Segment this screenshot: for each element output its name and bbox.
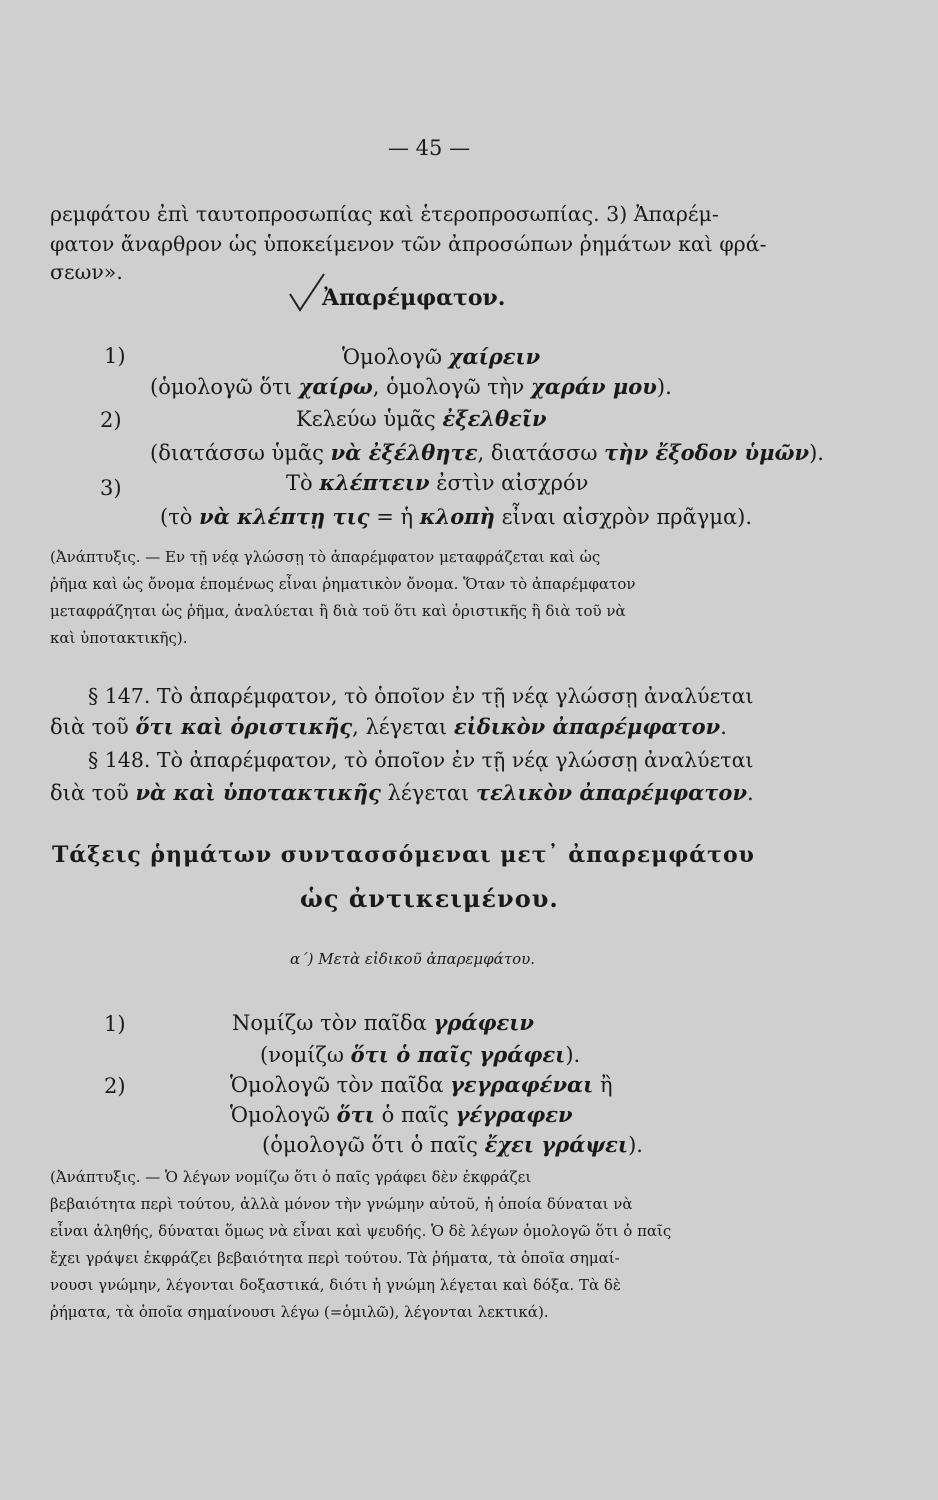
example-1-line-a: Ὁμολογῶ χαίρειν	[342, 344, 541, 369]
note-2-line-1: (Ἀνάπτυξις. — Ὁ λέγων νομίζω ὅτι ὁ παῖς γράφει δὲν ἐκφράζει	[50, 1168, 532, 1186]
note-2-line-3: εἶναι ἀληθής, δύναται ὅμως νὰ εἶναι καὶ ψευδής. Ὁ δὲ λέγων ὁμολογῶ ὅτι ὁ παῖς	[50, 1222, 672, 1240]
intro-line-3: σεων».	[50, 260, 123, 284]
page-number: — 45 —	[388, 136, 471, 160]
example-2-number-1: 1)	[104, 1012, 126, 1036]
example-number-1: 1)	[104, 344, 126, 368]
example-2-line-b: (διατάσσω ὑμᾶς νὰ ἐξέλθητε, διατάσσω τὴν ἔξοδον ὑμῶν).	[150, 440, 824, 465]
section-title-line-1: Τάξεις ῥημάτων συντασσόμεναι μετ᾽ ἀπαρεμφάτου	[52, 842, 755, 868]
heading-infinitive: Ἀπαρέμφατον.	[322, 285, 506, 311]
example-2-number-2: 2)	[104, 1074, 126, 1098]
paragraph-147-line-2: διὰ τοῦ ὅτι καὶ ὁριστικῆς, λέγεται εἰδικὸν ἀπαρέμφατον.	[50, 714, 727, 739]
example-2-line-a: Κελεύω ὑμᾶς ἐξελθεῖν	[296, 406, 547, 431]
intro-line-1: ρεμφάτου ἐπὶ ταυτοπροσωπίας καὶ ἑτεροπροσωπίας. 3) Ἀπαρέμ-	[50, 202, 719, 226]
note-1-line-1: (Ἀνάπτυξις. — Εν τῇ νέᾳ γλώσσῃ τὸ ἀπαρέμφατον μεταφράζεται καὶ ὡς	[50, 548, 601, 566]
note-1-line-2: ῥῆμα καὶ ὡς ὄνομα ἑπομένως εἶναι ῥηματικὸν ὄνομα. Ὅταν τὸ ἀπαρέμφατον	[50, 575, 636, 593]
paragraph-147-line-1: § 147. Τὸ ἀπαρέμφατον, τὸ ὁποῖον ἐν τῇ νέᾳ γλώσσῃ ἀναλύεται	[88, 684, 754, 708]
example-3-line-a: Τὸ κλέπτειν ἐστὶν αἰσχρόν	[286, 470, 589, 495]
example-number-3: 3)	[100, 476, 122, 500]
example-2-1-line-b: (νομίζω ὅτι ὁ παῖς γράφει).	[260, 1042, 581, 1067]
example-2-1-line-a: Νομίζω τὸν παῖδα γράφειν	[232, 1010, 534, 1035]
paragraph-148-line-2: διὰ τοῦ νὰ καὶ ὑποτακτικῆς λέγεται τελικὸν ἀπαρέμφατον.	[50, 780, 754, 805]
example-3-line-b: (τὸ νὰ κλέπτῃ τις = ἡ κλοπὴ εἶναι αἰσχρὸν πρᾶγμα).	[160, 504, 753, 529]
note-2-line-4: ἔχει γράψει ἐκφράζει βεβαιότητα περὶ τούτου. Τὰ ῥήματα, τὰ ὁποῖα σημαί-	[50, 1249, 620, 1267]
example-number-2: 2)	[100, 408, 122, 432]
example-2-2-line-c: (ὁμολογῶ ὅτι ὁ παῖς ἔχει γράψει).	[262, 1132, 643, 1157]
note-2-line-6: ῥήματα, τὰ ὁποῖα σημαίνουσι λέγω (=ὁμιλῶ), λέγονται λεκτικά).	[50, 1303, 549, 1321]
example-1-line-b: (ὁμολογῶ ὅτι χαίρω, ὁμολογῶ τὴν χαράν μου).	[150, 374, 672, 399]
note-2-line-5: νουσι γνώμην, λέγονται δοξαστικά, διότι ἡ γνώμη λέγεται καὶ δόξα. Τὰ δὲ	[50, 1276, 621, 1294]
subheading: α´) Μετὰ εἰδικοῦ ἀπαρεμφάτου.	[290, 950, 536, 968]
example-2-2-line-a: Ὁμολογῶ τὸν παῖδα γεγραφέναι ἢ	[230, 1072, 613, 1097]
note-2-line-2: βεβαιότητα περὶ τούτου, ἀλλὰ μόνον τὴν γνώμην αὐτοῦ, ἡ ὁποία δύναται νὰ	[50, 1195, 633, 1213]
section-title-line-2: ὡς ἀντικειμένου.	[300, 884, 559, 913]
intro-line-2: φατον ἄναρθρον ὡς ὑποκείμενον τῶν ἀπροσώπων ῥημάτων καὶ φρά-	[50, 232, 767, 256]
paragraph-148-line-1: § 148. Τὸ ἀπαρέμφατον, τὸ ὁποῖον ἐν τῇ νέᾳ γλώσσῃ ἀναλύεται	[88, 748, 754, 772]
note-1-line-4: καὶ ὑποτακτικῆς).	[50, 629, 188, 647]
note-1-line-3: μεταφράζηται ὡς ῥῆμα, ἀναλύεται ἢ διὰ τοῦ ὅτι καὶ ὁριστικῆς ἢ διὰ τοῦ νὰ	[50, 602, 626, 620]
example-2-2-line-b: Ὁμολογῶ ὅτι ὁ παῖς γέγραφεν	[230, 1102, 573, 1127]
